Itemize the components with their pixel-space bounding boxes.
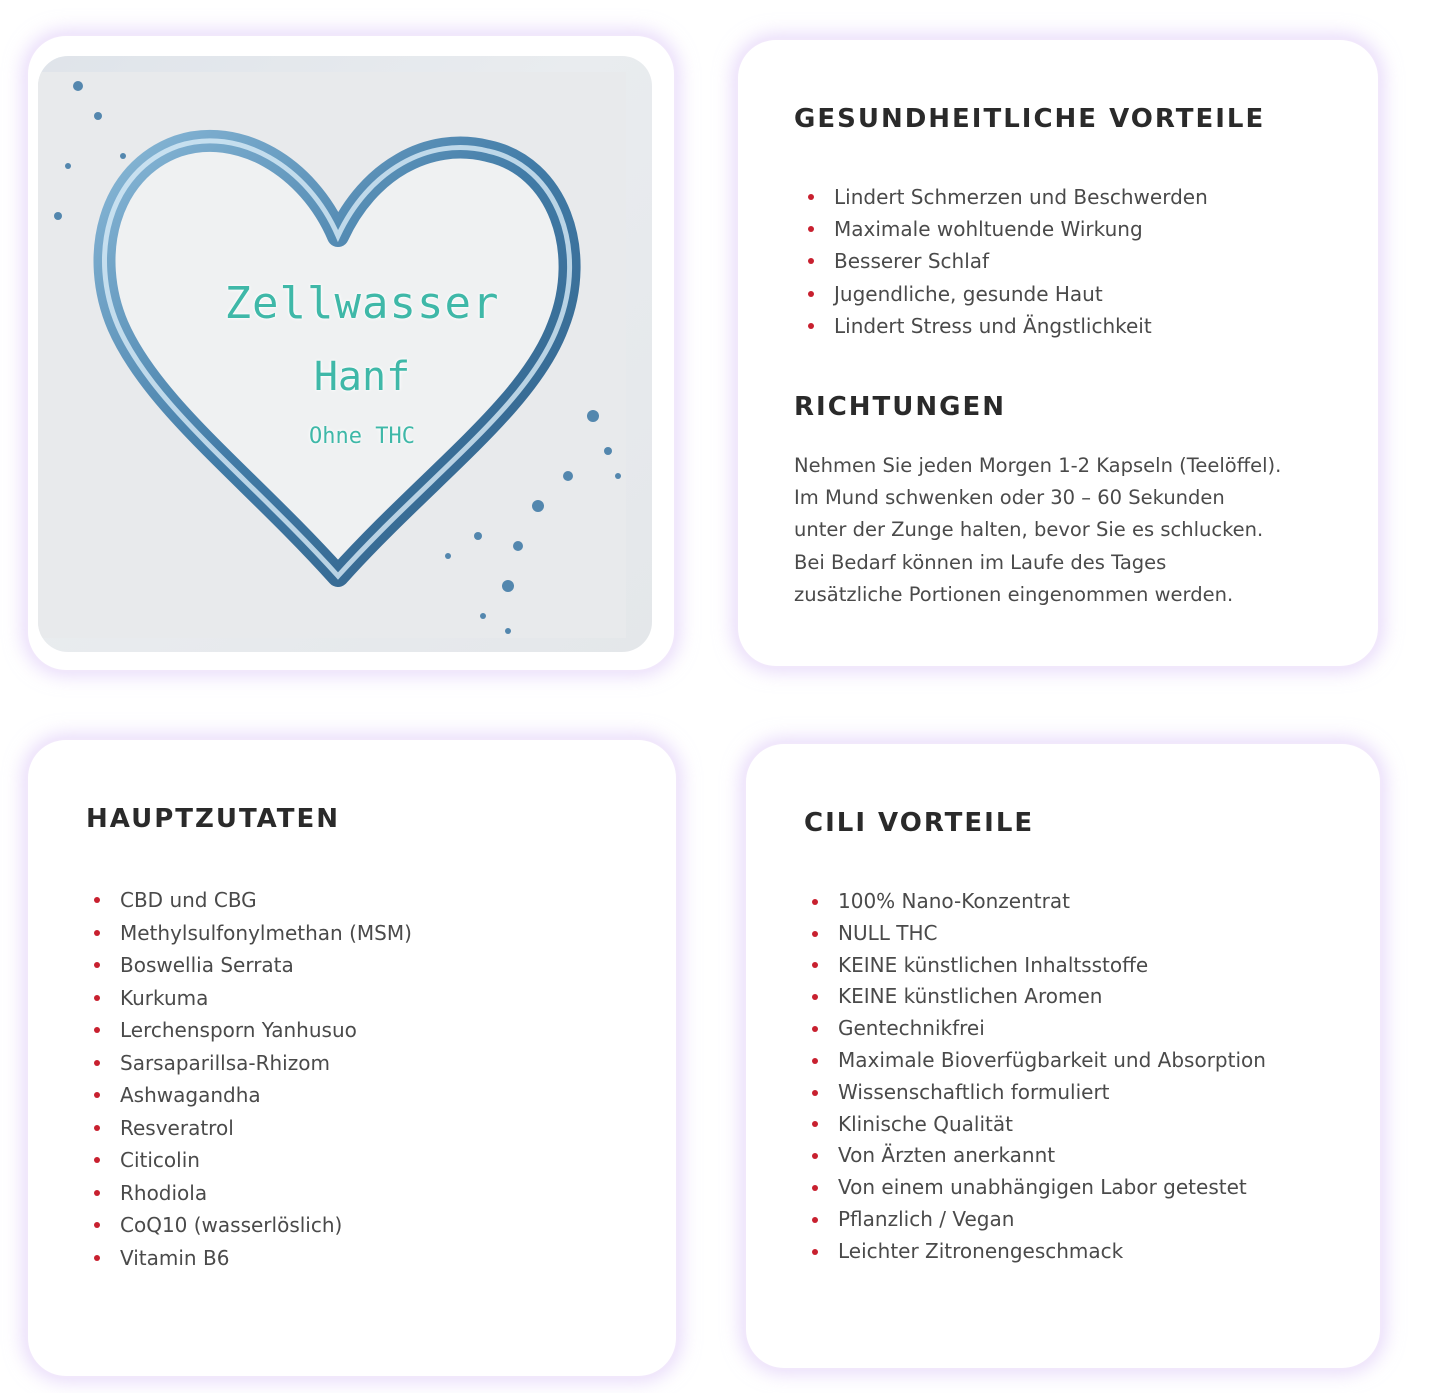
bullet-dot	[812, 1249, 818, 1255]
bullet-dot	[94, 1092, 100, 1098]
directions-heading: RICHTUNGEN	[794, 392, 1007, 422]
product-image-card	[28, 36, 674, 670]
list-item: Citicolin	[86, 1144, 412, 1177]
list-item: Von Ärzten anerkannt	[804, 1140, 1266, 1172]
directions-line: zusätzliche Portionen eingenommen werden.	[794, 582, 1234, 606]
list-item: Ashwagandha	[86, 1079, 412, 1112]
list-item: Pflanzlich / Vegan	[804, 1204, 1266, 1236]
list-item: CBD und CBG	[86, 884, 412, 917]
water-heart-image	[38, 56, 652, 652]
list-item: Rhodiola	[86, 1177, 412, 1210]
list-item: Gentechnikfrei	[804, 1013, 1266, 1045]
list-item: Lindert Stress und Ängstlichkeit	[800, 310, 1208, 342]
bullet-dot	[812, 1090, 818, 1096]
health-benefits-card	[738, 40, 1378, 666]
list-item: NULL THC	[804, 918, 1266, 950]
list-item: Lerchensporn Yanhusuo	[86, 1014, 412, 1047]
main-ingredients-heading: HAUPTZUTATEN	[86, 804, 341, 834]
bullet-dot	[812, 1217, 818, 1223]
list-item: Von einem unabhängigen Labor getestet	[804, 1172, 1266, 1204]
list-item: CoQ10 (wasserlöslich)	[86, 1209, 412, 1242]
bullet-dot	[94, 995, 100, 1001]
bullet-dot	[812, 1058, 818, 1064]
bullet-dot	[812, 1121, 818, 1127]
bullet-dot	[808, 291, 814, 297]
overlay-title: Zellwasser	[224, 278, 500, 329]
directions-text	[794, 450, 1354, 611]
list-item: Maximale Bioverfügbarkeit und Absorption	[804, 1045, 1266, 1077]
directions-line: Im Mund schwenken oder 30 – 60 Sekunden	[794, 486, 1225, 510]
health-benefits-heading: GESUNDHEITLICHE VORTEILE	[794, 104, 1266, 134]
bullet-dot	[94, 1190, 100, 1196]
overlay-subtitle: Hanf	[313, 354, 411, 400]
list-item: Wissenschaftlich formuliert	[804, 1077, 1266, 1109]
directions-line: unter der Zunge halten, bevor Sie es schlucken.	[794, 518, 1264, 542]
list-item: Besserer Schlaf	[800, 245, 1208, 277]
list-item: Sarsaparillsa-Rhizom	[86, 1047, 412, 1080]
list-item: KEINE künstlichen Aromen	[804, 981, 1266, 1013]
list-item: Maximale wohltuende Wirkung	[800, 213, 1208, 245]
bullet-dot	[812, 1153, 818, 1159]
bullet-dot	[812, 931, 818, 937]
bullet-dot	[94, 897, 100, 903]
list-item: Methylsulfonylmethan (MSM)	[86, 917, 412, 950]
list-item: Jugendliche, gesunde Haut	[800, 278, 1208, 310]
bullet-dot	[94, 1125, 100, 1131]
list-item: 100% Nano-Konzentrat	[804, 886, 1266, 918]
directions-line: Nehmen Sie jeden Morgen 1-2 Kapseln (Teelöffel).	[794, 454, 1282, 477]
cili-benefits-card	[746, 744, 1380, 1368]
bullet-dot	[808, 323, 814, 329]
cili-benefits-list	[804, 886, 1266, 1268]
bullet-dot	[812, 994, 818, 1000]
main-ingredients-card	[28, 740, 676, 1376]
directions-line: Bei Bedarf können im Laufe des Tages	[794, 550, 1167, 574]
bullet-dot	[812, 1026, 818, 1032]
bullet-dot	[94, 1222, 100, 1228]
bullet-dot	[94, 1060, 100, 1066]
list-item: KEINE künstlichen Inhaltsstoffe	[804, 950, 1266, 982]
bullet-dot	[94, 1027, 100, 1033]
health-benefits-list	[800, 181, 1208, 342]
list-item: Leichter Zitronengeschmack	[804, 1236, 1266, 1268]
bullet-dot	[808, 258, 814, 264]
list-item: Klinische Qualität	[804, 1109, 1266, 1141]
bullet-dot	[812, 1185, 818, 1191]
bullet-dot	[94, 1157, 100, 1163]
overlay-note: Ohne THC	[309, 424, 415, 449]
bullet-dot	[808, 194, 814, 200]
list-item: Boswellia Serrata	[86, 949, 412, 982]
bullet-dot	[808, 226, 814, 232]
bullet-dot	[94, 1255, 100, 1261]
cili-benefits-heading: CILI VORTEILE	[804, 808, 1035, 838]
list-item: Resveratrol	[86, 1112, 412, 1145]
bullet-dot	[812, 962, 818, 968]
bullet-dot	[94, 930, 100, 936]
list-item: Kurkuma	[86, 982, 412, 1015]
bullet-dot	[812, 899, 818, 905]
bullet-dot	[94, 962, 100, 968]
list-item: Vitamin B6	[86, 1242, 412, 1275]
list-item: Lindert Schmerzen und Beschwerden	[800, 181, 1208, 213]
main-ingredients-list	[86, 884, 412, 1274]
